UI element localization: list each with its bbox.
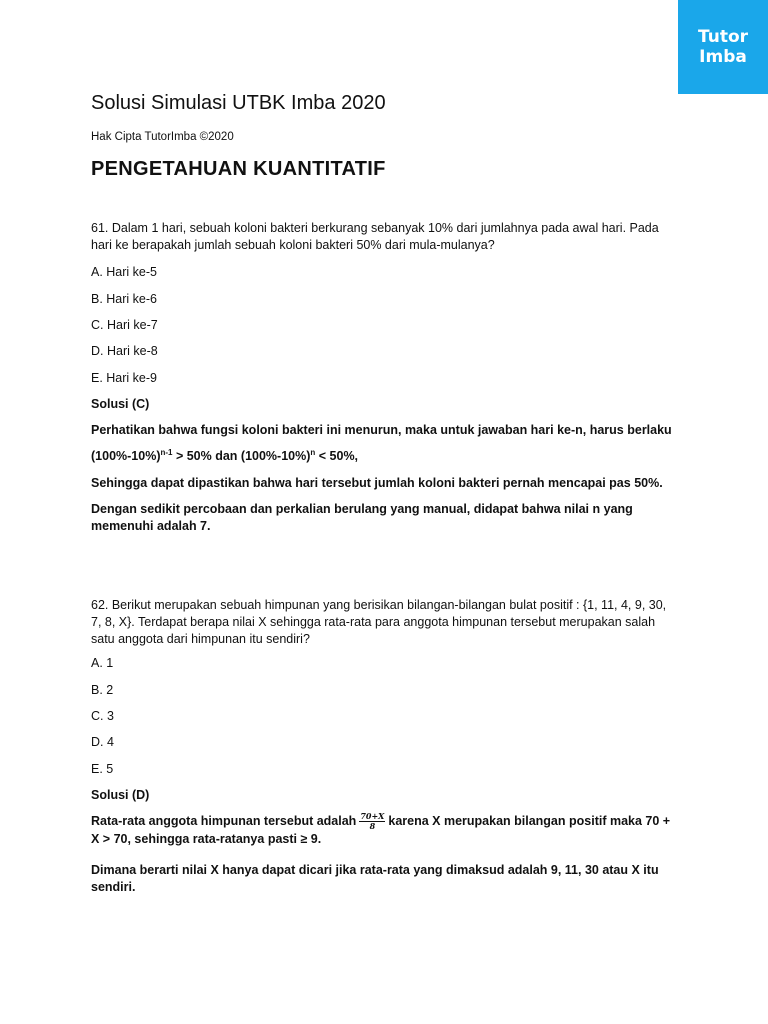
copyright-text: Hak Cipta TutorImba ©2020 (91, 131, 234, 143)
question-62-line2: 7, 8, X}. Terdapat berapa nilai X sehingga rata-rata para anggota himpunan tersebut merupakan salah (91, 615, 656, 629)
question-61-text (91, 220, 659, 254)
inequality-sup-1: n-1 (160, 448, 173, 457)
fraction-denominator: 8 (369, 821, 376, 831)
question-61-solution-p2 (91, 448, 681, 465)
question-61-solution-p3: Sehingga dapat dipastikan bahwa hari tersebut jumlah koloni bakteri pernah mencapai pas 50%. (91, 476, 663, 490)
question-61-option-a: A. Hari ke-5 (91, 265, 157, 279)
question-62-option-c: C. 3 (91, 709, 114, 723)
question-62-option-b: B. 2 (91, 683, 114, 697)
question-61-option-d: D. Hari ke-8 (91, 344, 158, 358)
question-62-option-e: E. 5 (91, 762, 114, 776)
question-62-solution-p1-line2: X > 70, sehingga rata-ratanya pasti ≥ 9. (91, 832, 322, 846)
document-title: Solusi Simulasi UTBK Imba 2020 (91, 92, 386, 114)
question-62-solution-p1 (91, 812, 681, 848)
section-heading: PENGETAHUAN KUANTITATIF (91, 158, 386, 180)
inequality-part-a: (100%-10%) (91, 449, 161, 463)
question-62-text (91, 597, 666, 648)
question-61-line1: 61. Dalam 1 hari, sebuah koloni bakteri berkurang sebanyak 10% dari jumlahnya pada awal hari. Pada (91, 221, 659, 235)
inequality-part-c: < 50%, (315, 449, 359, 463)
question-62-solution-label: Solusi (D) (91, 788, 150, 802)
tutorimba-logo (678, 0, 768, 94)
question-62-solution-p1-line1 (91, 812, 681, 831)
question-62-option-a: A. 1 (91, 656, 114, 670)
question-62-option-d: D. 4 (91, 735, 114, 749)
inequality-sup-2: n (310, 448, 316, 457)
question-61-solution-p4-line1: Dengan sedikit percobaan dan perkalian berulang yang manual, didapat bahwa nilai n yang (91, 502, 633, 516)
question-61-solution-p4 (91, 501, 681, 535)
question-61-solution-p1: Perhatikan bahwa fungsi koloni bakteri ini menurun, maka untuk jawaban hari ke-n, harus berlaku (91, 423, 672, 437)
inequality-part-b: > 50% dan (100%-10%) (172, 449, 311, 463)
question-61-solution-p4-line2: memenuhi adalah 7. (91, 519, 211, 533)
question-61-solution-label: Solusi (C) (91, 397, 150, 411)
question-61-option-e: E. Hari ke-9 (91, 371, 157, 385)
question-62-solution-p2 (91, 862, 681, 896)
average-text-after: karena X merupakan bilangan positif maka 70 + (388, 813, 671, 828)
question-62-solution-p2-line2: sendiri. (91, 880, 136, 894)
logo-text-line2: Imba (699, 47, 747, 67)
question-61-option-b: B. Hari ke-6 (91, 292, 157, 306)
question-61-line2: hari ke berapakah jumlah sebuah koloni bakteri 50% dari mula-mulanya? (91, 238, 495, 252)
average-text-before: Rata-rata anggota himpunan tersebut adalah (91, 813, 357, 828)
logo-text-line1: Tutor (697, 27, 749, 47)
question-62-line1: 62. Berikut merupakan sebuah himpunan yang berisikan bilangan-bilangan bulat positif : {1, 11, 4, 9, 30, (91, 598, 667, 612)
average-fraction (359, 812, 385, 831)
question-62-solution-p2-line1: Dimana berarti nilai X hanya dapat dicari jika rata-rata yang dimaksud adalah 9, 11, 30 atau X itu (91, 863, 659, 877)
question-61-option-c: C. Hari ke-7 (91, 318, 158, 332)
fraction-numerator: 70+X (360, 811, 385, 821)
question-62-line3: satu anggota dari himpunan itu sendiri? (91, 632, 310, 646)
